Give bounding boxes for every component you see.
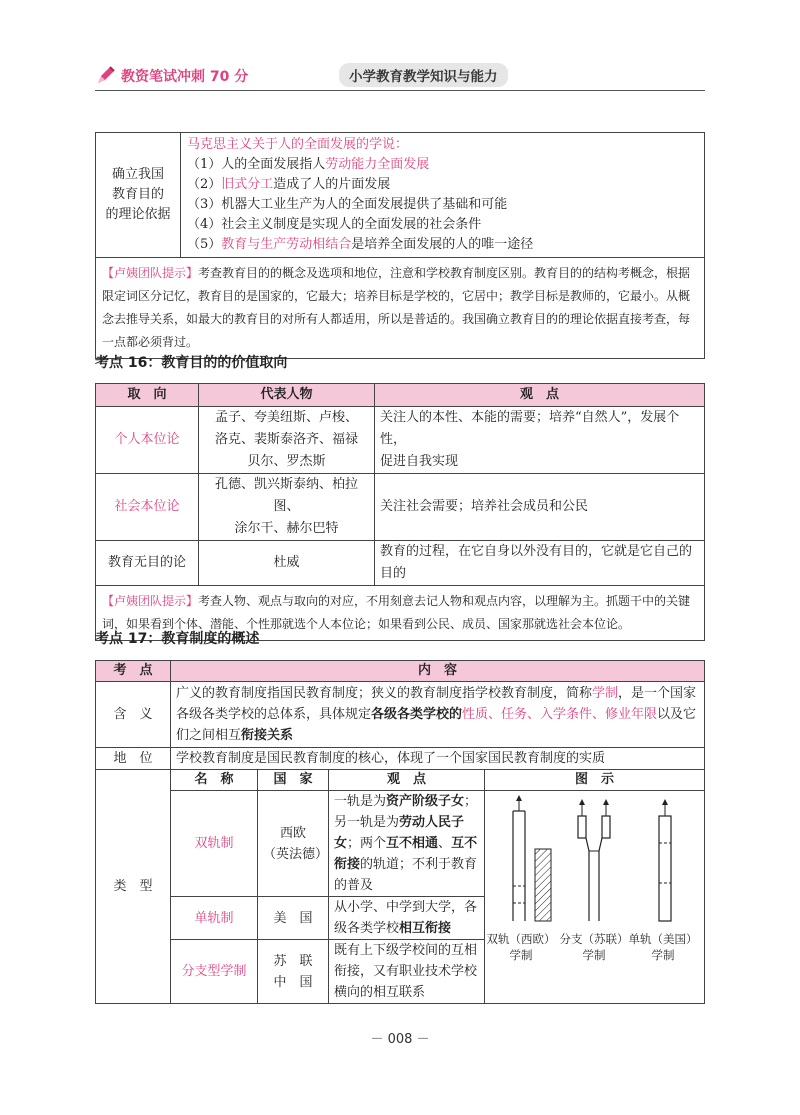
section-title-16: 考点 16：教育目的的价值取向 [95,355,288,371]
theory-item: （5）教育与生产劳动相结合是培养全面发展的人的唯一途径 [187,237,534,252]
theory-basis-label [96,133,181,258]
table-row [96,682,705,748]
page-header [95,62,705,91]
meaning-content: 广义的教育制度指国民教育制度；狭义的教育制度指学校教育制度，简称学制，是一个国家各级各类学校的总体系，具体规定各级各类学校的性质、任务、入学条件、修业年限以及它们之间相互衔接关系 [171,682,705,748]
section-title-17: 考点 17：教育制度的概述 [95,631,260,647]
type-name: 单轨制 [171,897,258,940]
theory-item: （2）旧式分工造成了人的片面发展 [187,177,391,192]
tip-text: 考查教育目的的概念及选项和地位，注意和学校教育制度区别。教育目的的结构考概念，根据限定词区分记忆，教育目的是国家的，它最大；培养目标是学校的，它居中；教学目标是教师的，它最小。从概念去推导关系，如最大的教育目的对所有人都适用，所以是普适的。我国确立教育目的的理论依据直接考查，每一点都必须背过。 [102,266,691,349]
book-subtitle: 小学教育教学知识与能力 [339,63,508,87]
type-name: 双轨制 [171,791,258,897]
label-line: 的理论依据 [105,207,171,222]
theory-basis-content [181,133,705,258]
sub-header-diagram: 图 示 [485,770,705,791]
theory-basis-table [95,132,705,359]
col-header-point: 考 点 [96,661,171,682]
col-header-view: 观 点 [375,384,705,407]
theory-item: （1）人的全面发展指人劳动能力全面发展 [187,157,430,172]
theory-item: （4）社会主义制度是实现人的全面发展的社会条件 [187,217,482,232]
view-cell: 关注社会需要；培养社会成员和公民 [375,474,705,541]
diagram-caption: 分支（苏联） [559,932,629,946]
table-row [96,791,705,897]
orientation-cell: 教育无目的论 [96,541,199,586]
book-title: 教资笔试冲刺 70 分 [121,69,249,85]
orientation-cell: 社会本位论 [96,474,199,541]
col-header-content: 内 容 [171,661,705,682]
theory-item: （3）机器大工业生产为人的全面发展提供了基础和可能 [187,197,508,212]
type-country: 美 国 [258,897,329,940]
view-cell: 教育的过程，在它自身以外没有目的，它就是它自己的 目的 [375,541,705,586]
type-view: 一轨是为资产阶级子女；另一轨是为劳动人民子女；两个互不相通、互不衔接的轨道；不利于教育的普及 [329,791,485,897]
sub-header-country: 国 家 [258,770,329,791]
orientation-cell: 个人本位论 [96,407,199,474]
label-line: 确立我国 [111,167,164,182]
table-row [96,407,705,474]
type-label: 类 型 [96,770,171,1004]
label-line: 教育目的 [111,187,164,202]
col-header-orientation: 取 向 [96,384,199,407]
people-cell: 孔德、凯兴斯泰纳、柏拉图、 涂尔干、赫尔巴特 [199,474,375,541]
type-view: 从小学、中学到大学，各级各类学校相互衔接 [329,897,485,940]
diagram-caption: 单轨（美国） [628,932,697,946]
dual-track-diagram [513,795,551,921]
sub-header-name: 名 称 [171,770,258,791]
theory-heading: 马克思主义关于人的全面发展的学说： [187,137,409,152]
position-label: 地 位 [96,748,171,770]
table-row [96,748,705,770]
system-diagram-cell [485,791,705,1004]
tip-label: 【卢姨团队提示】 [102,266,199,280]
diagram-caption: 双轨（西欧） [486,932,556,946]
type-view: 既有上下级学校间的互相衔接，又有职业技术学校横向的相互联系 [329,940,485,1004]
page-number: － 008 － [370,1032,430,1047]
type-country: 西欧 （英法德） [258,791,329,897]
diagram-caption: 学制 [582,948,606,962]
meaning-label: 含 义 [96,682,171,748]
education-system-table [95,660,705,1004]
branch-diagram [578,799,610,921]
table-row [96,541,705,586]
tip-text: 考查人物、观点与取向的对应，不用刻意去记人物和观点内容，以理解为主。抓题干中的关键词，如果看到个体、潜能、个性那就选个人本位论；如果看到公民、成员、国家那就选社会本位论。 [102,594,691,631]
value-orientation-table [95,383,705,641]
tip-label: 【卢姨团队提示】 [102,594,199,608]
position-content: 学校教育制度是国民教育制度的核心，体现了一个国家国民教育制度的实质 [171,748,705,770]
diagram-caption: 学制 [509,948,533,962]
table-row [96,474,705,541]
single-track-diagram [659,799,671,921]
type-name: 分支型学制 [171,940,258,1004]
view-cell: 关注人的本性、本能的需要；培养“自然人”，发展个性， 促进自我实现 [375,407,705,474]
school-system-diagram [485,791,697,981]
people-cell: 孟子、夸美纽斯、卢梭、 洛克、裴斯泰洛齐、福禄 贝尔、罗杰斯 [199,407,375,474]
type-country: 苏 联 中 国 [258,940,329,1004]
pencil-icon [95,64,117,86]
sub-header-view: 观 点 [329,770,485,791]
people-cell: 杜威 [199,541,375,586]
col-header-people: 代表人物 [199,384,375,407]
team-tip [96,258,705,359]
diagram-caption: 学制 [651,948,675,962]
